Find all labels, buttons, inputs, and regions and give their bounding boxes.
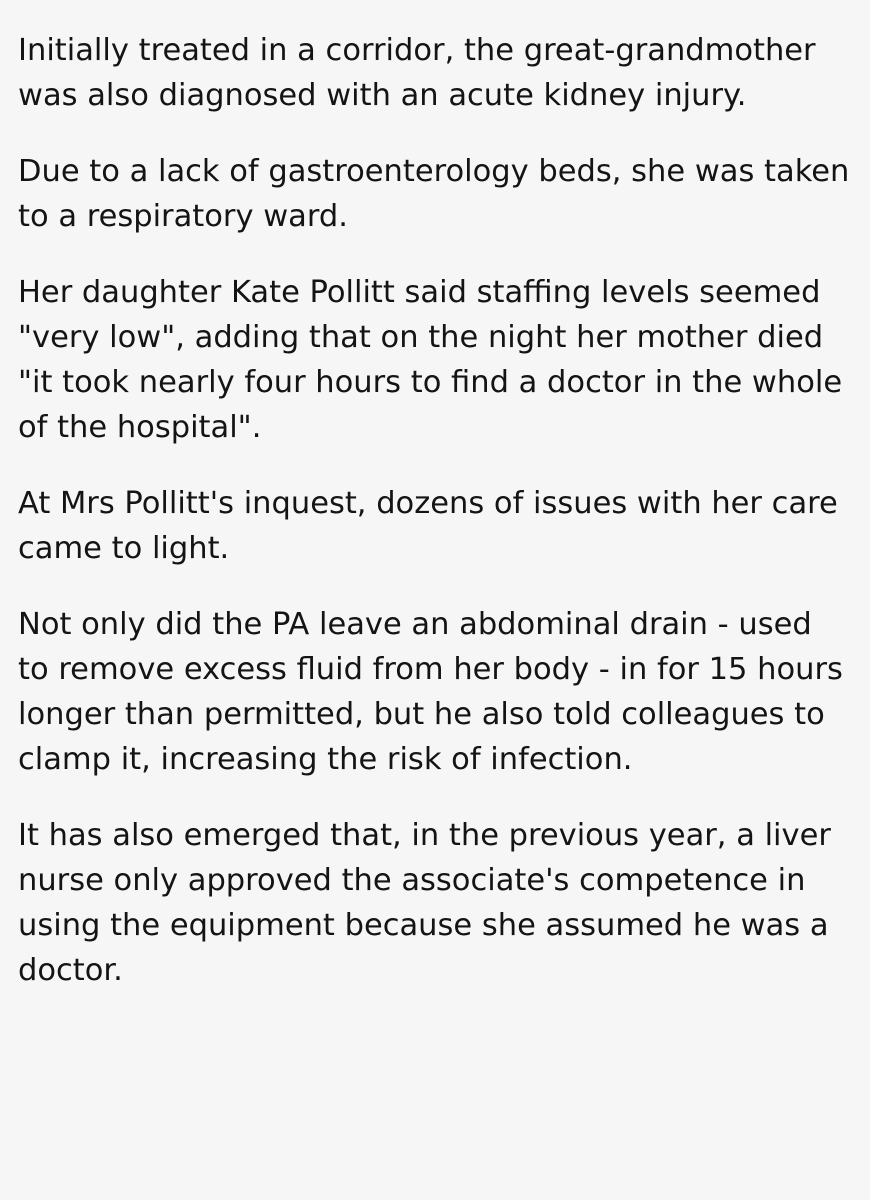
article-paragraph: Initially treated in a corridor, the great-grandmother was also diagnosed with an acute kidney injury. — [18, 33, 816, 113]
article-paragraph: At Mrs Pollitt's inquest, dozens of issues with her care came to light. — [18, 486, 838, 566]
article-paragraph: Due to a lack of gastroenterology beds, she was taken to a respiratory ward. — [18, 154, 850, 234]
article-paragraph: Not only did the PA leave an abdominal drain - used to remove excess fluid from her body - in for 15 hours longer than permitted, but he also told colleagues to clamp it, increasing the risk of infection. — [18, 607, 843, 777]
article-paragraph: It has also emerged that, in the previous year, a liver nurse only approved the associate's competence in using the equipment because she assumed he was a doctor. — [18, 818, 831, 988]
article-paragraph: Her daughter Kate Pollitt said staffing levels seemed "very low", adding that on the night her mother died "it took nearly four hours to find a doctor in the whole of the hospital". — [18, 275, 843, 445]
